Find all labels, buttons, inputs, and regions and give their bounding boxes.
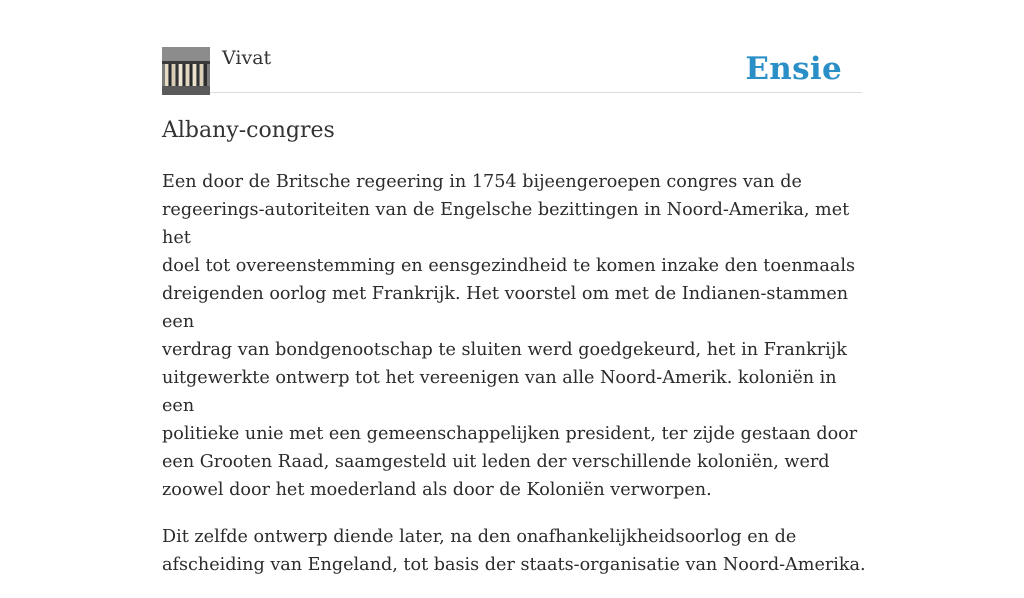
bookshelf-avatar-icon — [162, 47, 210, 95]
page-container — [162, 0, 866, 575]
author-name[interactable]: Vivat — [222, 47, 272, 69]
avatar[interactable] — [162, 47, 210, 95]
header — [162, 46, 862, 93]
article-title: Albany-congres — [162, 118, 335, 143]
site-logo[interactable]: Ensie — [745, 51, 842, 87]
article-body — [162, 168, 867, 598]
paragraph: Een door de Britsche regeering in 1754 bijeengeroepen congres van de regeerings-autoriteiten van de Engelsche bezittingen in Noord-Amerika, met het doel tot overeenstemming en eensgezindheid te komen inzake den toenmaals dreigenden oorlog met Frankrijk. Het voorstel om met de Indianen-stammen een verdrag van bondgenootschap te sluiten werd goedgekeurd, het in Frankrijk uitgewerkte ontwerp tot het vereenigen van alle Noord-Amerik. koloniën in een politieke unie met een gemeenschappelijken president, ter zijde gestaan door een Grooten Raad, saamgesteld uit leden der verschillende koloniën, werd zoowel door het moederland als door de Koloniën verworpen. — [162, 172, 858, 500]
paragraph: Dit zelfde ontwerp diende later, na den onafhankelijkheidsoorlog en de afscheiding van Engeland, tot basis der staats-organisatie van Noord-Amerika. — [162, 527, 866, 575]
